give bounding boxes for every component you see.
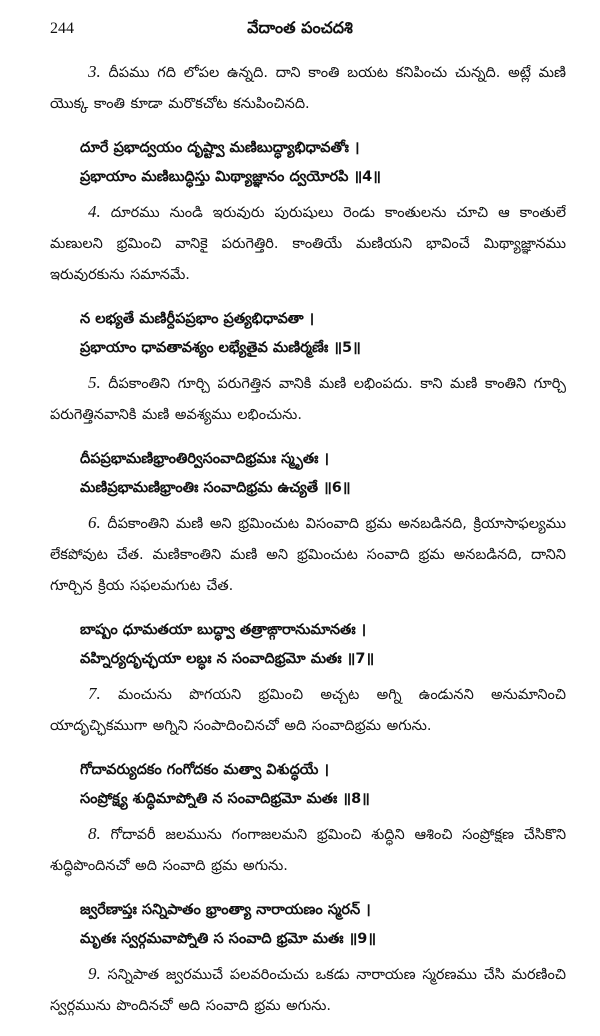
- paragraph-number: 7.: [88, 684, 101, 703]
- verse-line: దీపప్రభామణిభ్రాంతిర్విసంవాదిభ్రమః స్మృతః ।: [80, 451, 329, 467]
- commentary-paragraph: [50, 56, 566, 120]
- page-number: 244: [50, 20, 74, 37]
- paragraph-text: మంచును పొగయని భ్రమించి అచ్చట అగ్ని ఉండునని అనుమానించి యాదృచ్ఛికముగా అగ్నిని సంపాదించినచో అది సంవాదిభ్రమ అగును.: [50, 687, 566, 734]
- verse-line: మణిప్రభామణిభ్రాంతిః సంవాదిభ్రమ ఉచ్యతే ॥6॥: [80, 480, 351, 496]
- paragraph-number: 4.: [88, 202, 101, 221]
- verse-line: ప్రభాయాం మణిబుద్ధిస్తు మిథ్యాజ్ఞానం ద్వయోరపి ॥4॥: [80, 169, 381, 185]
- commentary-paragraph: [50, 678, 566, 742]
- paragraph-text: దీపకాంతిని మణి అని భ్రమించుట విసంవాది భ్రమ అనబడినది, క్రియాసాఫల్యము లేకపోవుట చేత. మణికాంతిని మణి అని భ్రమించుట సంవాది భ్రమ అనబడినది, దానిని గూర్చిన క్రియ సఫలమగుట చేత.: [50, 516, 566, 594]
- sanskrit-verse: [50, 896, 566, 954]
- paragraph-text: సన్నిపాత జ్వరముచే పలవరించుచు ఒకడు నారాయణ స్మరణము చేసి మరణించి స్వర్గమును పొందినచో అది సంవాది భ్రమ అగును.: [50, 967, 566, 1014]
- commentary-paragraph: [50, 367, 566, 431]
- running-title: వేదాంత పంచదశి: [247, 18, 353, 37]
- verse-line: ప్రభాయాం ధావతావశ్యం లభ్యేతైవ మణిర్మణేః ॥5॥: [80, 340, 361, 356]
- verse-line: గోదావర్యుదకం గంగోదకం మత్వా విశుద్ధయే ।: [80, 762, 330, 778]
- paragraph-number: 5.: [88, 373, 101, 392]
- paragraph-number: 6.: [88, 513, 101, 532]
- paragraph-number: 9.: [88, 964, 101, 983]
- sanskrit-verse: [50, 134, 566, 192]
- commentary-paragraph: [50, 196, 566, 291]
- sanskrit-verse: [50, 616, 566, 674]
- verse-line: వహ్నిర్యదృచ్ఛయా లబ్ధః న సంవాదిభ్రమో మతః ॥7॥: [80, 651, 375, 667]
- verse-line: న లభ్యతే మణిర్దీపప్రభాం ప్రత్యభిధావతా ।: [80, 311, 315, 327]
- paragraph-text: దూరము నుండి ఇరువురు పురుషులు రెండు కాంతులను చూచి ఆ కాంతులే మణులని భ్రమించి వానికై పరుగెత్తిరి. కాంతియే మణియని భావించే మిథ్యాజ్ఞానము ఇరువురకును సమానమే.: [50, 205, 567, 283]
- sanskrit-verse: [50, 305, 566, 363]
- verse-line: సంప్రోక్ష్య శుద్ధిమాప్నోతి న సంవాదిభ్రమో మతః ॥8॥: [80, 791, 370, 807]
- paragraph-text: గోదావరీ జలమును గంగాజలమని భ్రమించి శుద్ధిని ఆశించి సంప్రోక్షణ చేసికొని శుద్ధిపొందినచో అది సంవాది భ్రమ అగును.: [50, 827, 566, 874]
- paragraph-text: దీపకాంతిని గూర్చి పరుగెత్తిన వానికి మణి లభింపదు. కాని మణి కాంతిని గూర్చి పరుగెత్తినవానికి మణి అవశ్యము లభించును.: [50, 376, 566, 423]
- paragraph-number: 8.: [88, 824, 101, 843]
- commentary-paragraph: [50, 818, 566, 882]
- paragraph-number: 3.: [88, 62, 101, 81]
- paragraph-text: దీపము గది లోపల ఉన్నది. దాని కాంతి బయట కనిపించు చున్నది. అట్లే మణి యొక్క కాంతి కూడా మరొకచోట కనుపించినది.: [50, 65, 567, 112]
- verse-line: మృతః స్వర్గమవాప్నోతి స సంవాది భ్రమో మతః ॥9॥: [80, 931, 377, 947]
- sanskrit-verse: [50, 445, 566, 503]
- sanskrit-verse: [50, 756, 566, 814]
- verse-line: జ్వరేణాప్తః సన్నిపాతం భ్రాంత్యా నారాయణం స్మరన్ ।: [80, 902, 371, 918]
- commentary-paragraph: [50, 507, 566, 602]
- verse-line: బాష్పం ధూమతయా బుద్ధ్వా తత్రాఙ్గారానుమానతః ।: [80, 622, 367, 638]
- page-body: [50, 56, 566, 1036]
- verse-line: దూరే ప్రభాద్వయం దృష్ట్వా మణిబుద్ధ్యాభిధావతోః ।: [80, 140, 360, 156]
- commentary-paragraph: [50, 958, 566, 1022]
